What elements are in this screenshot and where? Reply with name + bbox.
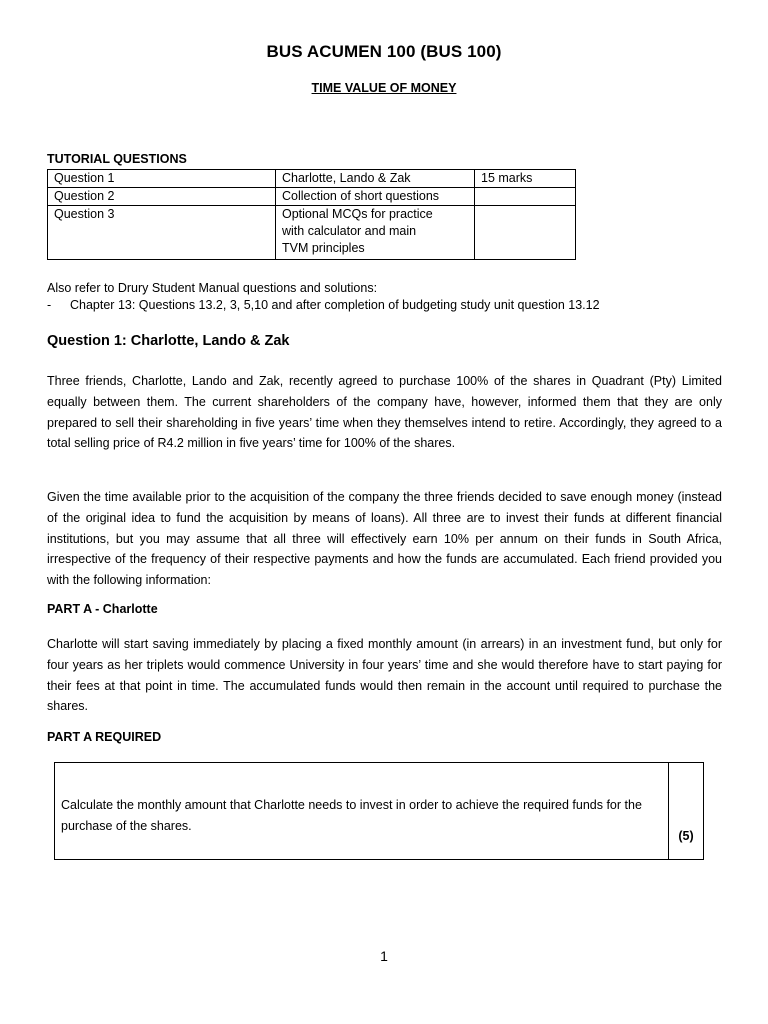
page-number: 1 [380,948,388,964]
paragraph-savings: Given the time available prior to the acquisition of the company the three friends decided to save enough money (instead of the original idea to fund the acquisition by means of loans). All three are to invest their funds at different financial institutions, but you may assume that all three will effectively earn 10% per annum on their funds in South Africa, irrespective of the frequency of their respective payments and how the funds are accumulated. Each friend provided you with the following information: [47,490,722,588]
refer-text: Also refer to Drury Student Manual questions and solutions: [47,281,378,295]
required-divider [668,763,669,859]
paragraph-intro: Three friends, Charlotte, Lando and Zak, recently agreed to purchase 100% of the shares in Quadrant (Pty) Limited equally between them. The current shareholders of the company have, however, informed them that they are only prepared to sell their shareholding in five years’ time when they themselves intend to retire. Accordingly, they agreed to a total selling price of R4.2 million in five years’ time for 100% of the shares. [47,374,722,451]
required-text: Calculate the monthly amount that Charlotte needs to invest in order to achieve the required funds for the purchase of the shares. [61,798,642,833]
tutorial-heading: TUTORIAL QUESTIONS [47,152,187,166]
table-cell-question: Question 2 [48,188,276,206]
question-1-heading: Question 1: Charlotte, Lando & Zak [47,333,290,349]
table-cell-question: Question 3 [48,206,276,260]
topic-line: Optional MCQs for practice [282,207,433,221]
table-cell-topic [276,206,475,260]
table-cell-marks: 15 marks [475,170,576,188]
table-cell-topic: Collection of short questions [276,188,475,206]
part-a-heading: PART A - Charlotte [47,602,158,616]
table-row [48,170,576,188]
chapter-text: Chapter 13: Questions 13.2, 3, 5,10 and after completion of budgeting study unit question 13.12 [70,298,600,312]
table-cell-marks [475,188,576,206]
required-box [54,762,704,860]
part-a-required-heading: PART A REQUIRED [47,730,162,744]
tutorial-table [47,169,576,260]
chapter-reference [47,297,600,314]
topic-line: TVM principles [282,241,365,255]
paragraph-charlotte: Charlotte will start saving immediately by placing a fixed monthly amount (in arrears) in an investment fund, but only for four years as her triplets would commence University in four years’ time and she would therefore have to start paying for their fees at that point in time. The accumulated funds would then remain in the account until required to purchase the shares. [47,637,722,714]
table-row [48,188,576,206]
document-subtitle: TIME VALUE OF MONEY [311,81,457,95]
table-cell-question: Question 1 [48,170,276,188]
list-dash: - [47,298,52,312]
table-cell-topic: Charlotte, Lando & Zak [276,170,475,188]
table-cell-marks [475,206,576,260]
document-title: BUS ACUMEN 100 (BUS 100) [266,42,502,61]
required-marks: (5) [678,829,694,843]
topic-line: with calculator and main [282,224,417,238]
table-row [48,206,576,260]
